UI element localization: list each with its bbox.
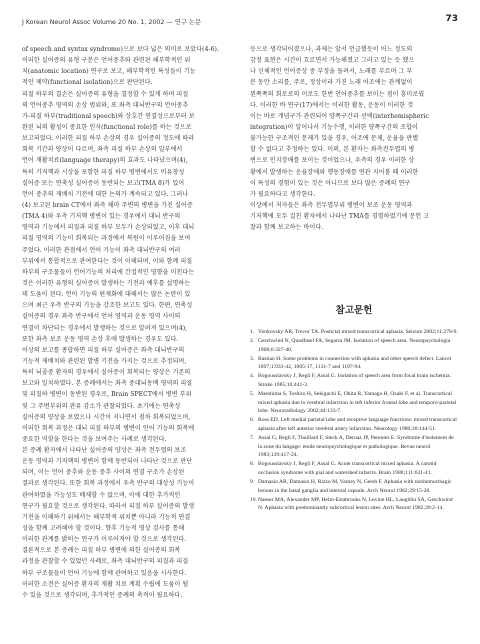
references-heading: 참고문헌 [335, 305, 373, 316]
text-line: 황에서 발생하는 운율장애와 행동장애를 연관 지어볼 때 이러한 [250, 168, 419, 176]
text-line: 왼쪽쪽의 회로로의 이로도 한번 언어중추를 보이는 점이 흥미로웠 [250, 90, 425, 98]
text-line: 감정 표현은 시간이 흐르면서 가능해졌고 그러고 있는 듯 했으 [250, 57, 415, 65]
text-line: 운동 영역과 기저핵의 병변이 함께 동반되어 나타난 것으로 판단 [22, 458, 193, 466]
text-line: 언어 중추의 재배치 기전에 대한 논의가 계속되고 있다. 그러나 [22, 190, 189, 198]
reference-number: 7. [250, 435, 255, 442]
text-line: 이러한 회복 과정은 대뇌 피질 하부의 병변이 언어 기능의 회복에 [22, 424, 195, 432]
text-line: 보고와 일치하였다. 본 증례에서는 좌측 중대뇌동맥 영역의 피질 [22, 380, 193, 388]
text-line: 하부 구조물들이 언어 기능에 함께 관여하고 있음을 시사한다. [22, 569, 187, 577]
reference-item [250, 372, 458, 389]
text-line: 연구가 필요할 것으로 생각된다. 따라서 피질 하부 실어증의 발생 [22, 502, 195, 510]
text-line: 특히 뇌졸중 환자의 경우에서 실어증이 회복되는 양상은 기존의 [22, 369, 191, 377]
text-line: 피질 하부의 결손은 실어증의 유형을 결정할 수 있게 하며 피질 [22, 90, 189, 98]
reference-item [250, 328, 458, 337]
text-line: 및 그 주변부위의 관류 감소가 관찰되었다. 초기에는 연축성 [22, 402, 181, 410]
reference-item [250, 390, 458, 416]
reference-number: 2. [250, 338, 255, 345]
text-line: 다. 이러한 바 연구(17)에서는 이러한 활동, 운동이 이러한 것 [250, 101, 414, 109]
reference-text: Ross ED. Left medial parietal lobe and receptive language functions: mixed transcortical aphasia after left anterior cerebral artery infarction. Neurology 1980;30:144-51. [258, 417, 457, 433]
text-line: 관여하였을 가능성도 배제할 수 없으며, 이에 대한 추가적인 [22, 491, 181, 499]
text-line: 가-피질 하부(traditional speech)와 상호간 연결성으로부터 보 [22, 112, 195, 120]
text-line: 이상의 보고를 종합하면 피질 하부 실어증은 좌측 대뇌반구의 [22, 346, 185, 354]
text-line: 보고되었다. 이러한 피질 하부 손상의 경우 실어증의 정도에 따라 [22, 135, 195, 143]
reference-text: Yonkovsky AR, Trevor TA. Postictal mixed transcortical aphasia. Seizure 2002;11:278-9. [258, 329, 458, 335]
reference-number: 5. [250, 391, 255, 398]
reference-number: 3. [250, 355, 255, 362]
text-line: 하부의 구조물들이 언어기능의 처리에 간접적인 영향을 미친다는 [22, 268, 195, 276]
text-line: 할 수 없다고 추정하는 있다. 이외, 본 환자는 좌측전두엽의 병 [250, 146, 415, 154]
text-line: 성을 함께 고려해야 할 것이다. 향후 기능적 영상 검사를 통해 [22, 525, 185, 533]
text-line: 및 피질하 병변이 동반된 경우로, Brain SPECT에서 병변 부위 [22, 391, 192, 399]
text-line: 의 언어중추 영역의 손상 범위와, 또 좌측 대뇌반구의 언어중추 [22, 101, 189, 109]
reference-number: 6. [250, 417, 255, 424]
text-line: 본 증례 환자에서 나타난 실어증의 양상은 좌측 전두엽의 보조 [22, 447, 187, 455]
text-line: 주었다. 이러한 관점에서 언어 기능이 좌측 대뇌반구의 여러 [22, 246, 181, 254]
text-line: 중요한 역할을 한다는 것을 보여주는 사례로 생각된다. [22, 435, 167, 443]
text-line: 실어증의 경우 좌측 반구에서 언어 영역과 운동 영역 사이의 [22, 313, 181, 321]
text-line: 과정을 관찰할 수 있었던 사례로, 좌측 대뇌반구의 피질과 피질 [22, 558, 189, 566]
text-line: 수 있을 것으로 생각되며, 추가적인 증례의 축적이 필요하다. [22, 591, 183, 599]
reference-text: Bogousslavsky J, Regli F, Assal G. Isolation of speech area from focal brain ischemia. Stroke 1985;16:441-3. [258, 373, 451, 389]
text-line: 이러한 소견은 실어증 환자의 재활 치료 계획 수립에 도움이 될 [22, 580, 189, 588]
page-header [22, 14, 458, 28]
text-line: 연결이 차단되는 경우에서 발생하는 것으로 알려져 있으며(4), [22, 324, 188, 332]
text-line: 데 도움이 된다. 언어 기능의 편재화에 대해서는 많은 논란이 있 [22, 291, 191, 299]
text-line: 나 신체적인 언어증상 중 부정을 돌려서, 노래를 부르며 그 부 [250, 68, 413, 76]
text-line: 실어증의 양상을 보였으나 시간이 지나면서 점차 회복되었으며, [22, 413, 191, 421]
reference-item [250, 496, 458, 513]
text-line: 피질 영역의 기능이 회복되는 과정에서 복원이 이루어짐을 보여 [22, 235, 191, 243]
text-line: 이러한 실어증의 유형 구분은 언어중추와 관련된 해부학적인 위 [22, 57, 191, 65]
text-line: 이상에서 저자들은 좌측 전두엽부위 병변이 보조 운동 영역과 [250, 201, 413, 209]
text-line: 영역과 기능에서 피질과 피질 하부 모두가 손상되었고, 이후 대뇌 [22, 224, 195, 232]
references-list [250, 328, 458, 513]
running-head: J Korean Neurol Assoc Volume 20 No. 1, 2002 — 연구 논문 [22, 19, 202, 26]
right-column-body [250, 44, 458, 233]
text-line: (TMA 4)와 우측 기저핵 병변이 있는 경우에서 대뇌 반구의 [22, 213, 181, 221]
text-line: 부위에서 통합적으로 관여한다는 것이 이해되며, 이와 함께 피질 [22, 257, 193, 265]
text-line: 으며 최근 우측 반구의 기능을 강조한 보고도 있다. 한편, 연축성 [22, 302, 193, 310]
text-line: 것은 이러한 유형의 실어증이 발생하는 기전과 예후를 설명하는 [22, 279, 191, 287]
text-line: 언어 재활치료(language therapy)의 효과도 나타났으며(4), [22, 157, 188, 165]
text-line: 변으로 인지장애를 보이는 것이었으나, 우측의 경우 이러한 상 [250, 157, 415, 165]
text-line: 특히 기저핵과 시상을 포함한 피질 하부 병변에서도 비유창성 [22, 168, 185, 176]
reference-text: Damasio AR, Damasio H, Rizzo M, Varney N, Gersh F. Aphasia with nonhemorrhagic lesions in the basal ganglia and internal capsule. Arch Neurol 1982;39:15-20. [258, 479, 452, 494]
reference-item [250, 434, 458, 460]
reference-text: Geschwind N, Quadfasel FA, Segarra JM. Isolation of speech area. Neuropsychologia 1968;6:327-40. [258, 338, 451, 353]
text-line: (4) 보고된 brain CT에서 좌측 해마 주변의 병변을 가진 실어증 [22, 201, 193, 209]
reference-text: Bastian H. Some problems in connection with aphasia and other speech defect. Lancet 1897;1:933-42, 1005-17, 1131-7 and 1187-94. [258, 355, 452, 371]
text-line: 회복 기간과 양상이 다르며, 좌측 피질 하부 손상의 일부에서 [22, 146, 183, 154]
text-line: 이러한 관계를 밝히는 연구가 이루어져야 할 것으로 생각된다. [22, 536, 187, 544]
reference-number: 10. [250, 496, 257, 503]
text-line: 가 필요하다고 생각한다. [250, 190, 316, 198]
reference-text: Bogousslavsky J, Regli F, Assal G. Acute transcortical mixed aphasia. A carotid occlusion syndrome with pial and watershed infarcts. Brain 1988;111:631-41. [258, 461, 437, 476]
text-line: 찰과 함께 보고하는 바이다. [250, 224, 324, 232]
text-line: 결과로 생각된다. 또한 회복 과정에서 우측 반구의 대상성 기능이 [22, 480, 195, 488]
reference-item [250, 460, 458, 477]
reference-text: Assal G, Regli F, Thuillard F, Steck A, Deruaz JP, Perentes E. Syndrome d'isolement de la zone du langage: etude neuropsychologique et pathologique. Revue neurol 1983;139:417-24. [258, 435, 454, 459]
reference-number: 1. [250, 329, 255, 335]
text-line: 불가능한 구조적인 문제가 있을 경우, 어조에 문제, 운율을 판별 [250, 135, 419, 143]
reference-item [250, 337, 458, 354]
reference-item [250, 416, 458, 433]
text-line: 등으로 생각되어졌으나, 과제는 앞서 언급했듯이 어느 정도의 [250, 46, 413, 53]
reference-number: 4. [250, 373, 255, 380]
text-line: 적인 제약(functional isolation)으로 판단된다. [22, 79, 153, 87]
text-line: 이는 바로 개념구가 관련되어 양쪽구간과 선택(interhemispheric [250, 112, 429, 120]
reference-number: 9. [250, 479, 255, 486]
reference-item [250, 478, 458, 495]
text-line: 이 특성의 경험이 있는 것은 아니므로 보다 많은 증례의 연구 [250, 179, 411, 187]
reference-item [250, 355, 458, 372]
reference-text: Naeser MA, Alexander MP, Helm-Estabrooks N, Levine HL, Laughlin SA, Geschwind N. Aphasia with predominantly subcortical lesion sites. Arch Neurol 1982;39:2-14. [258, 496, 453, 512]
reference-number: 8. [250, 461, 255, 468]
text-line: 기전을 이해하기 위해서는 해부학적 위치뿐 아니라 기능적 연결 [22, 513, 191, 521]
text-line: 완된 뇌의 활성이 중요한 인자(functional role)를 하는 것으로 [22, 123, 192, 131]
text-line: 기저핵에 모두 걸친 환자에서 나타난 TMA를 경험하였기에 문헌 고 [250, 213, 430, 221]
reference-text: Maeshima S, Toshiro H, Sekiguchi E, Okita R, Yamaga H, Ozaki F, et al. Transcortical mixed aphasia due to cerebral infarction in left inferior frontal lobe and temporo-parietal lobe. Neuroradiology 2002;44:133-7. [258, 391, 457, 415]
text-line: 실어증 또는 연축성 실어증이 동반되는 보고(TMA 8)가 있어 [22, 179, 185, 187]
text-line: 또한 좌측 보조 운동 영역 손상 후에 발생하는 경우도 있다. [22, 335, 179, 343]
text-line: 되며, 이는 언어 중추와 운동 중추 사이의 연결 구조가 손상된 [22, 469, 185, 477]
text-line: 치(anatomic location) 연구로 보고, 해부학적인 특성들이 기능 [22, 68, 196, 76]
text-line: 기능적 재배치와 관련된 발병 기전을 가지는 것으로 추정되며, [22, 357, 187, 365]
text-line: of speech and syntax syndrome)으로 보다 넓은 의미로 보았다(4-6). [22, 46, 219, 53]
text-line: 분 동안 소리를, 주로, 정상이라 가진 노래 어조에는 관계없이 [250, 79, 413, 87]
text-line: integration)이 일어나서 기능수행, 이러한 양쪽구간의 조합이 [250, 123, 418, 131]
text-line: 결론적으로 본 증례는 피질 하부 병변에 의한 실어증의 회복 [22, 547, 181, 555]
left-column-body [22, 44, 230, 601]
page-number: 73 [445, 14, 458, 24]
